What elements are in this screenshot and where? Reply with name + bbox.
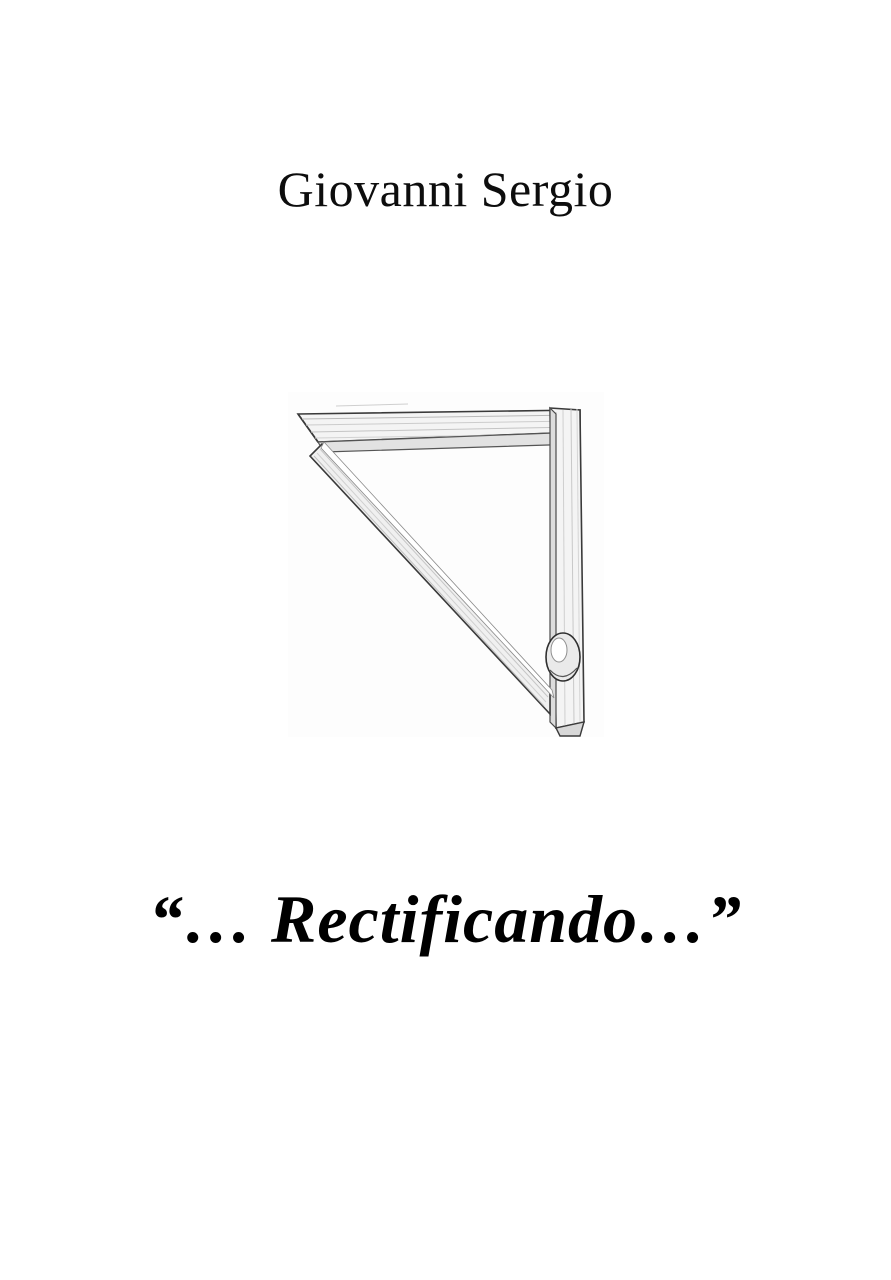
author-name: Giovanni Sergio (277, 161, 614, 217)
book-title: “… Rectificando…” (148, 881, 743, 957)
cover-illustration (288, 392, 604, 737)
bracket-drawing-svg (288, 392, 604, 737)
